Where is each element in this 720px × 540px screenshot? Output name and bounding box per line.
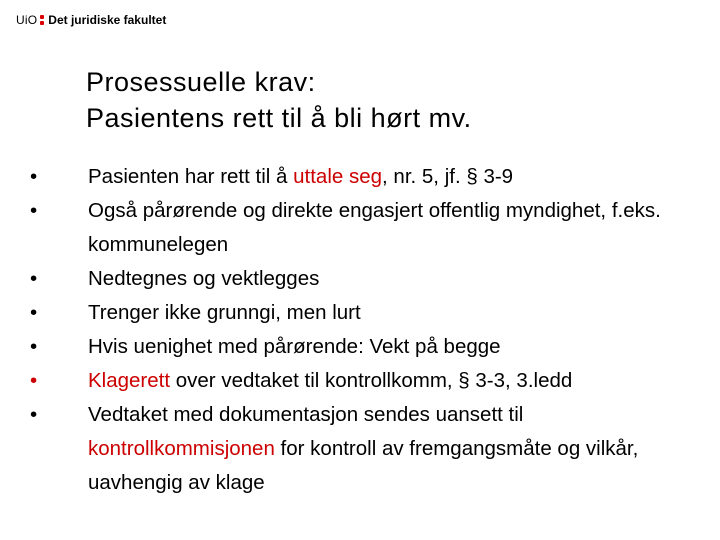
- uio-logo-text: UiO: [16, 13, 38, 27]
- bullet-dot: •: [30, 199, 38, 222]
- bullet-text-pre: Vedtaket med dokumentasjon sendes uansett til: [88, 403, 524, 426]
- bullet-item-nedtegnes: [30, 262, 710, 296]
- bullet-text-highlight: Klagerett: [88, 369, 171, 392]
- bullet-text-post: for kontroll av fremgangsmåte og vilkår, uavhengig av klage: [88, 437, 639, 494]
- bullet-item-vedtaket: [30, 398, 710, 500]
- bullet-text-post: , nr. 5, jf. § 3-9: [382, 165, 514, 188]
- bullet-dot: •: [30, 267, 38, 290]
- bullet-item-uenighet: [30, 330, 710, 364]
- bullet-dot: •: [30, 369, 38, 392]
- slide-title-line-1: Prosessuelle krav:: [86, 67, 316, 97]
- bullet-item-klagerett: [30, 364, 710, 398]
- uio-logo-separator-icon: [40, 14, 44, 26]
- bullet-text: Trenger ikke grunngi, men lurt: [88, 301, 361, 324]
- bullet-item-parorende: [30, 194, 710, 262]
- bullet-text-highlight: kontrollkommisjonen: [88, 437, 275, 460]
- faculty-name: Det juridiske fakultet: [48, 13, 167, 27]
- slide-title-line-2: Pasientens rett til å bli hørt mv.: [86, 103, 472, 133]
- bullet-dot: •: [30, 301, 38, 324]
- bullet-item-uttale-seg: [30, 160, 710, 194]
- bullet-text-pre: Pasienten har rett til å: [88, 165, 294, 188]
- bullet-text: Hvis uenighet med pårørende: Vekt på begge: [88, 335, 501, 358]
- bullet-text: Nedtegnes og vektlegges: [88, 267, 320, 290]
- slide-title: [86, 64, 472, 136]
- bullet-dot: •: [30, 165, 38, 188]
- bullet-dot: •: [30, 403, 38, 426]
- bullet-text: Også pårørende og direkte engasjert offentlig myndighet, f.eks. kommunelegen: [88, 199, 661, 256]
- bullet-item-grunngi: [30, 296, 710, 330]
- bullet-list: [30, 160, 710, 500]
- bullet-dot: •: [30, 335, 38, 358]
- bullet-text-post: over vedtaket til kontrollkomm, § 3-3, 3.ledd: [170, 369, 573, 392]
- bullet-text-highlight: uttale seg: [293, 165, 383, 188]
- uio-header-logo: [16, 10, 166, 30]
